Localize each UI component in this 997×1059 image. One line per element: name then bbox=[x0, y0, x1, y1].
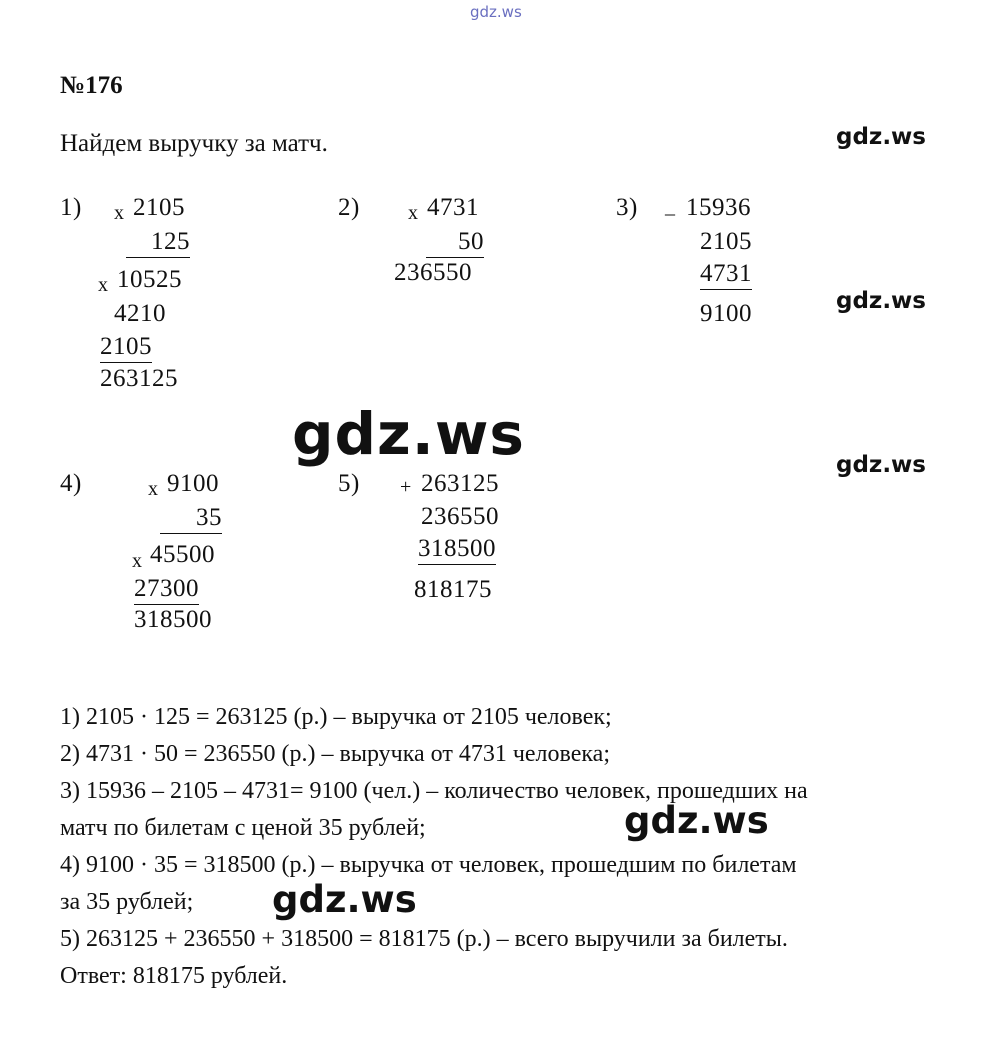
calc-5-result: 818175 bbox=[414, 576, 492, 603]
calc-3-result: 9100 bbox=[700, 300, 752, 327]
calc-4-a: 9100 bbox=[167, 470, 219, 497]
plus-sign: + bbox=[400, 476, 412, 498]
multiply-sign: x bbox=[132, 550, 142, 572]
answer-line: Ответ: 818175 рублей. bbox=[60, 963, 288, 989]
problem-number: №176 bbox=[60, 72, 123, 99]
solution-line-1: 1) 2105 · 125 = 263125 (р.) – выручка от 2105 человек; bbox=[60, 704, 612, 730]
multiply-sign: x bbox=[148, 478, 158, 500]
calc-3-c: 4731 bbox=[700, 260, 752, 290]
multiply-sign: x bbox=[408, 202, 418, 224]
calc-1-p2: 4210 bbox=[114, 300, 166, 327]
watermark-top: gdz.ws bbox=[470, 3, 522, 21]
solution-line-2: 2) 4731 · 50 = 236550 (р.) – выручка от 4731 человека; bbox=[60, 741, 610, 767]
minus-sign: _ bbox=[665, 196, 675, 218]
watermark-side-2: gdz.ws bbox=[836, 288, 926, 314]
calc-1-result: 263125 bbox=[100, 365, 178, 392]
solution-line-7: 5) 263125 + 236550 + 318500 = 818175 (р.) – всего выручили за билеты. bbox=[60, 926, 788, 952]
problem-intro: Найдем выручку за матч. bbox=[60, 130, 328, 157]
watermark-mid-1: gdz.ws bbox=[624, 799, 769, 842]
calc-1-p3: 2105 bbox=[100, 333, 152, 363]
calc-5-b: 236550 bbox=[421, 503, 499, 530]
calc-3-b: 2105 bbox=[700, 228, 752, 255]
watermark-mid-2: gdz.ws bbox=[272, 878, 417, 921]
calc-4-p2: 27300 bbox=[134, 575, 199, 605]
calc-2-result: 236550 bbox=[394, 259, 472, 286]
calc-5-c: 318500 bbox=[418, 535, 496, 565]
calc-5-label: 5) bbox=[338, 470, 360, 497]
solution-line-5: 4) 9100 · 35 = 318500 (р.) – выручка от человек, прошедшим по билетам bbox=[60, 852, 797, 878]
solution-line-3: 3) 15936 – 2105 – 4731= 9100 (чел.) – количество человек, прошедших на bbox=[60, 778, 808, 804]
watermark-side-1: gdz.ws bbox=[836, 124, 926, 150]
calc-4-p1: 45500 bbox=[150, 541, 215, 568]
calc-4-result: 318500 bbox=[134, 606, 212, 633]
calc-2-label: 2) bbox=[338, 194, 360, 221]
calc-3-label: 3) bbox=[616, 194, 638, 221]
calc-4-b: 35 bbox=[160, 504, 222, 534]
calc-2-b: 50 bbox=[426, 228, 484, 258]
watermark-side-3: gdz.ws bbox=[836, 452, 926, 478]
calc-4-label: 4) bbox=[60, 470, 82, 497]
calc-3-a: 15936 bbox=[686, 194, 751, 221]
solution-line-6: за 35 рублей; bbox=[60, 889, 194, 915]
solution-line-4: матч по билетам с ценой 35 рублей; bbox=[60, 815, 426, 841]
calc-1-a: 2105 bbox=[133, 194, 185, 221]
watermark-big: gdz.ws bbox=[292, 400, 525, 468]
calc-2-a: 4731 bbox=[427, 194, 479, 221]
calc-1-p1: 10525 bbox=[117, 266, 182, 293]
multiply-sign: x bbox=[114, 202, 124, 224]
calc-1-b: 125 bbox=[126, 228, 190, 258]
calc-5-a: 263125 bbox=[421, 470, 499, 497]
calc-1-label: 1) bbox=[60, 194, 82, 221]
multiply-sign: x bbox=[98, 274, 108, 296]
